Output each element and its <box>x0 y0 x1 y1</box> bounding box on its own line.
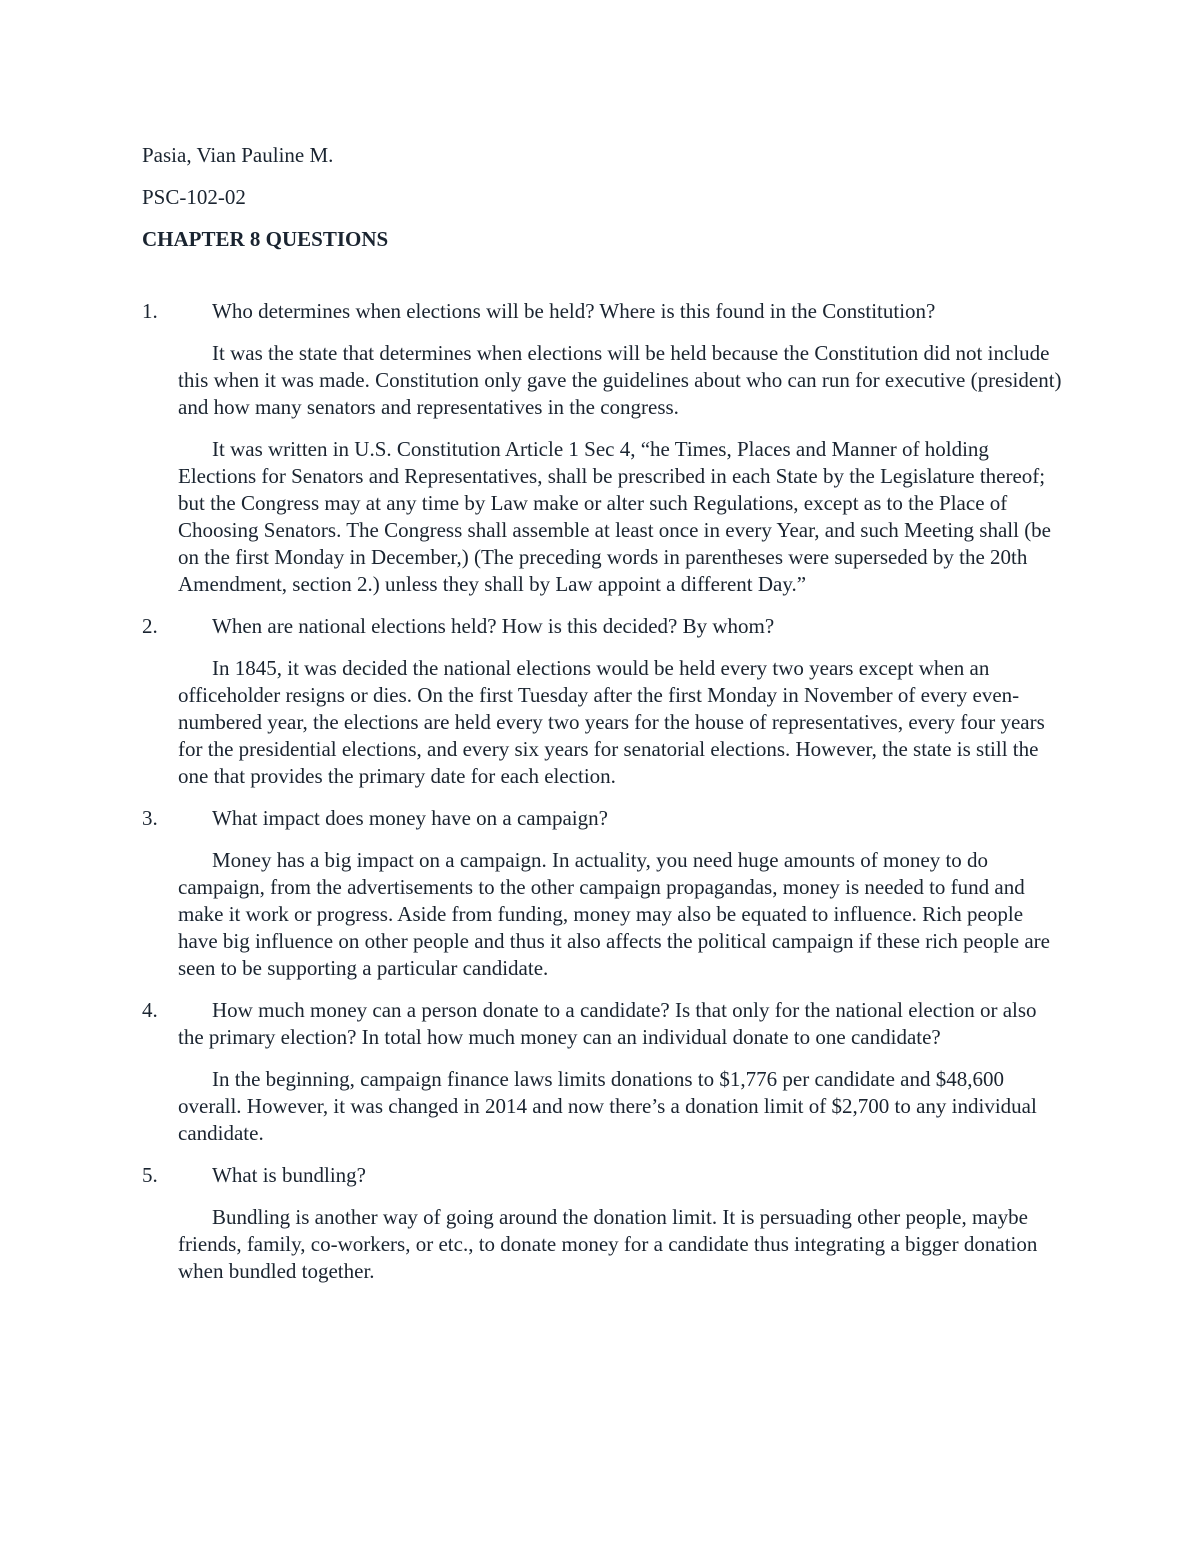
question-text: Who determines when elections will be held? Where is this found in the Constitution? <box>212 299 936 323</box>
page-title: CHAPTER 8 QUESTIONS <box>142 227 389 251</box>
answer-paragraph: It was written in U.S. Constitution Article 1 Sec 4, “he Times, Places and Manner of holding Elections for Senators and Representatives, shall be prescribed in each State by the Legislature thereof; but the Congress may at any time by Law make or alter such Regulations, except as to the Place of Choosing Senators. The Congress shall assemble at least once in every Year, and such Meeting shall (be on the first Monday in December,) (The preceding words in parentheses were superseded by the 20th Amendment, section 2.) unless they shall by Law appoint a different Day.” <box>178 437 1052 596</box>
question-text: What is bundling? <box>212 1163 366 1187</box>
question-5 <box>142 1162 1062 1189</box>
answer-paragraph: In the beginning, campaign finance laws limits donations to $1,776 per candidate and $48,600 overall. However, it was changed in 2014 and now there’s a donation limit of $2,700 to any individual candidate. <box>178 1067 1037 1145</box>
answer-paragraph: Bundling is another way of going around the donation limit. It is persuading other people, maybe friends, family, co-workers, or etc., to donate money for a candidate thus integrating a bigger donation when bundled together. <box>178 1205 1038 1283</box>
question-1 <box>142 298 1062 325</box>
question-number: 3. <box>142 806 158 830</box>
question-number: 2. <box>142 614 158 638</box>
document-body <box>142 142 1062 1300</box>
question-text: What impact does money have on a campaign? <box>212 806 608 830</box>
answer-paragraph: In 1845, it was decided the national elections would be held every two years except when an officeholder resigns or dies. On the first Tuesday after the first Monday in November of every even-numbered year, the elections are held every two years for the house of representatives, every four years for the presidential elections, and every six years for senatorial elections. However, the state is still the one that provides the primary date for each election. <box>178 656 1045 788</box>
question-3 <box>142 805 1062 832</box>
question-text: How much money can a person donate to a candidate? Is that only for the national election or also the primary election? In total how much money can an individual donate to one candidate? <box>178 998 1037 1049</box>
question-2 <box>142 613 1062 640</box>
question-text: When are national elections held? How is this decided? By whom? <box>212 614 775 638</box>
answer-paragraph: It was the state that determines when elections will be held because the Constitution did not include this when it was made. Constitution only gave the guidelines about who can run for executive (president) and how many senators and representatives in the congress. <box>178 341 1062 419</box>
question-number: 5. <box>142 1163 158 1187</box>
question-number: 4. <box>142 998 158 1022</box>
answer-paragraph: Money has a big impact on a campaign. In actuality, you need huge amounts of money to do campaign, from the advertisements to the other campaign propagandas, money is needed to fund and make it work or progress. Aside from funding, money may also be equated to influence. Rich people have big influence on other people and thus it also affects the political campaign if these rich people are seen to be supporting a particular candidate. <box>178 848 1050 980</box>
question-number: 1. <box>142 299 158 323</box>
course-code: PSC-102-02 <box>142 185 246 209</box>
student-name: Pasia, Vian Pauline M. <box>142 143 334 167</box>
question-4 <box>142 997 1062 1051</box>
